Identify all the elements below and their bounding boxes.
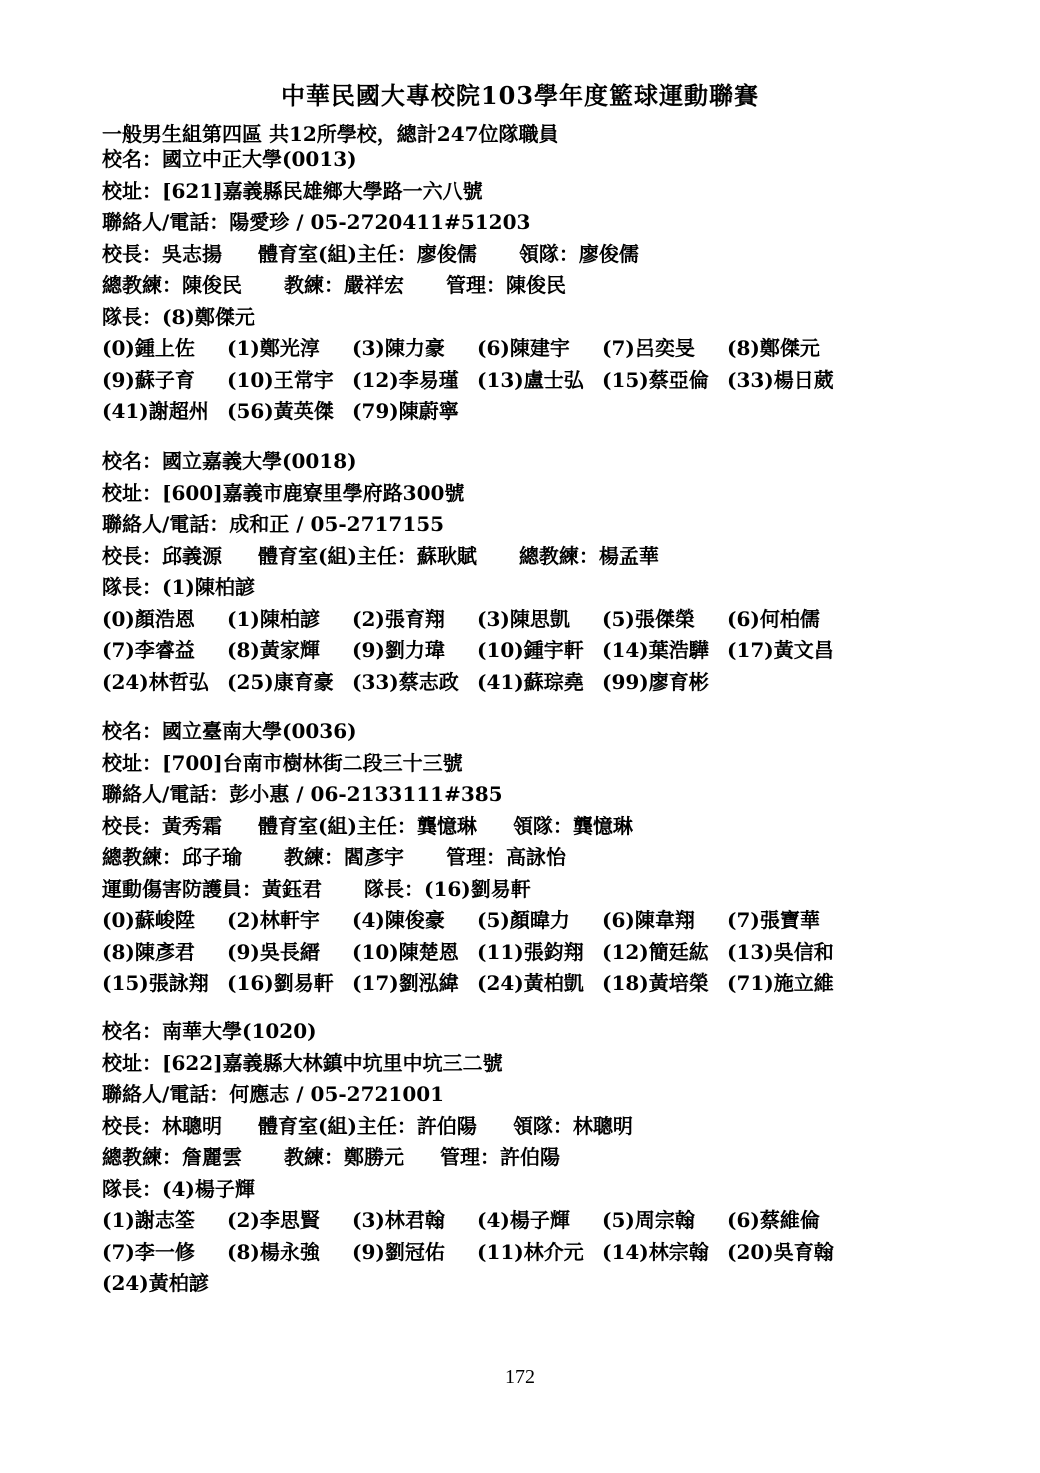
player: (24)黃柏凱: [477, 971, 584, 995]
captain: 隊長：(1)陳柏諺: [102, 575, 255, 599]
player: (2)林軒宇: [227, 908, 320, 932]
school-contact: 聯絡人/電話：成和正 / 05-2717155: [102, 512, 445, 536]
player: (71)施立維: [727, 971, 834, 995]
player: (25)康育豪: [227, 669, 334, 694]
principal: 校長：林聰明: [102, 1113, 222, 1138]
player: (3)林君翰: [352, 1208, 445, 1232]
player: (1)鄭光淳: [227, 336, 320, 360]
page-number: 172: [505, 1366, 535, 1388]
roster-row: [102, 968, 962, 1000]
player: (17)黃文昌: [727, 638, 834, 662]
staff-line: [102, 541, 962, 573]
player: (10)陳楚恩: [352, 939, 459, 964]
player: (0)顏浩恩: [102, 606, 195, 631]
subtitle: 一般男生組第四區 共12所學校，總計247位隊職員: [102, 122, 559, 146]
head-coach: 總教練：陳俊民: [102, 273, 242, 297]
captain: 隊長：(4)楊子輝: [102, 1176, 255, 1201]
player: (3)陳力豪: [352, 336, 445, 360]
player: (13)吳信和: [727, 939, 834, 964]
school-name: 校名：國立中正大學(0013): [102, 147, 357, 171]
school-name: 校名：國立嘉義大學(0018): [102, 449, 357, 473]
school-address: 校址：[600]嘉義市鹿寮里學府路300號: [102, 480, 465, 505]
captain: 隊長：(8)鄭傑元: [102, 304, 255, 329]
school-section: [102, 144, 962, 428]
pe-director: 體育室(組)主任：許伯陽: [258, 1113, 477, 1138]
pe-director: 體育室(組)主任：蘇耿賦: [258, 543, 477, 568]
pe-director: 體育室(組)主任：廖俊儒: [258, 241, 477, 266]
player: (8)鄭傑元: [727, 336, 820, 360]
team-leader: 領隊：廖俊儒: [518, 241, 639, 266]
player: (20)吳育翰: [727, 1239, 834, 1264]
player: (11)林介元: [477, 1239, 584, 1264]
roster-row: [102, 365, 962, 397]
coach: 教練：嚴祥宏: [284, 273, 404, 297]
player: (5)周宗翰: [602, 1208, 695, 1232]
staff-line: [102, 811, 962, 843]
head-coach: 總教練：楊孟華: [518, 543, 659, 568]
player: (2)李思賢: [227, 1208, 320, 1232]
roster-row: [102, 1268, 962, 1300]
player: (6)何柏儒: [727, 606, 820, 631]
manager: 管理：高詠怡: [446, 845, 566, 869]
player: (24)林哲弘: [102, 669, 209, 694]
player: (0)鍾上佐: [102, 336, 195, 360]
player: (17)劉泓緯: [352, 971, 459, 995]
page-title: 中華民國大專校院103學年度籃球運動聯賽: [280, 81, 760, 110]
head-coach: 總教練：邱子瑜: [102, 845, 242, 869]
school-contact: 聯絡人/電話：陽愛珍 / 05-2720411#51203: [102, 210, 531, 234]
player: (24)黃柏諺: [102, 1271, 209, 1295]
player: (1)陳柏諺: [227, 606, 320, 631]
player: (9)劉冠佑: [352, 1239, 445, 1264]
player: (15)蔡亞倫: [602, 367, 709, 392]
player: (1)謝志筌: [102, 1208, 195, 1232]
coach-line: [102, 1142, 962, 1174]
player: (4)陳俊豪: [352, 908, 445, 932]
school-section: [102, 1016, 962, 1300]
school-contact: 聯絡人/電話：何應志 / 05-2721001: [102, 1082, 445, 1106]
player: (13)盧士弘: [477, 367, 584, 392]
school-name: 校名：南華大學(1020): [102, 1019, 317, 1043]
manager: 管理：陳俊民: [446, 273, 566, 297]
player: (8)陳彥君: [102, 939, 195, 964]
athletic-trainer: 運動傷害防護員：黃鈺君: [102, 876, 322, 901]
principal: 校長：吳志揚: [102, 241, 222, 266]
school-address: 校址：[622]嘉義縣大林鎮中坑里中坑三二號: [102, 1050, 503, 1075]
roster-row: [102, 635, 962, 667]
team-leader: 領隊：林聰明: [512, 1113, 633, 1138]
player: (5)張傑榮: [602, 606, 695, 631]
player: (12)簡廷紘: [602, 939, 709, 964]
player: (56)黃英傑: [227, 399, 334, 423]
player: (7)李一修: [102, 1239, 195, 1264]
player: (15)張詠翔: [102, 971, 209, 995]
player: (9)蘇子育: [102, 367, 195, 392]
player: (14)葉浩驊: [602, 638, 709, 662]
coach-line: [102, 842, 962, 874]
player: (7)張寶華: [727, 908, 820, 932]
player: (7)呂奕旻: [602, 336, 695, 360]
roster-row: [102, 667, 962, 699]
player: (6)陳韋翔: [602, 908, 695, 932]
coach: 教練：閻彥宇: [284, 845, 404, 869]
school-section: [102, 446, 962, 698]
player: (41)蘇琮堯: [477, 669, 584, 694]
player: (14)林宗翰: [602, 1239, 709, 1264]
player: (8)黃家輝: [227, 638, 320, 662]
trainer-line: [102, 874, 962, 906]
player: (3)陳思凱: [477, 606, 570, 631]
staff-line: [102, 1111, 962, 1143]
school-contact: 聯絡人/電話：彭小惠 / 06-2133111#385: [102, 782, 503, 806]
player: (9)劉力瑋: [352, 638, 445, 662]
roster-row: [102, 905, 962, 937]
pe-director: 體育室(組)主任：龔憶琳: [258, 813, 477, 838]
school-name: 校名：國立臺南大學(0036): [102, 719, 357, 743]
player: (4)楊子輝: [477, 1208, 570, 1232]
player: (9)吳長縉: [227, 939, 320, 964]
team-leader: 領隊：龔憶琳: [512, 813, 633, 838]
manager: 管理：許伯陽: [440, 1145, 560, 1169]
school-address: 校址：[700]台南市樹林街二段三十三號: [102, 750, 463, 775]
principal: 校長：邱義源: [102, 543, 222, 568]
player: (5)顏暐力: [477, 908, 570, 932]
player: (6)陳建宇: [477, 336, 570, 360]
player: (33)楊日葳: [727, 367, 834, 392]
principal: 校長：黃秀霜: [102, 813, 222, 838]
roster-row: [102, 1237, 962, 1269]
roster-row: [102, 937, 962, 969]
player: (18)黃培榮: [602, 971, 709, 995]
player: (8)楊永強: [227, 1239, 320, 1264]
roster-row: [102, 1205, 962, 1237]
player: (2)張育翔: [352, 606, 445, 631]
coach: 教練：鄭勝元: [284, 1145, 404, 1169]
head-coach: 總教練：詹麗雲: [102, 1145, 242, 1169]
player: (16)劉易軒: [227, 971, 334, 995]
roster-row: [102, 604, 962, 636]
captain: 隊長：(16)劉易軒: [364, 876, 531, 901]
player: (12)李易瑾: [352, 367, 459, 392]
roster-row: [102, 396, 962, 428]
player: (33)蔡志政: [352, 669, 459, 694]
staff-line: [102, 239, 962, 271]
player: (10)王常宇: [227, 367, 334, 392]
player: (99)廖育彬: [602, 669, 709, 694]
school-section: [102, 716, 962, 1000]
player: (10)鍾宇軒: [477, 638, 584, 662]
coach-line: [102, 270, 962, 302]
player: (0)蘇峻陞: [102, 908, 195, 932]
player: (41)謝超州: [102, 399, 209, 423]
player: (11)張鈞翔: [477, 939, 584, 964]
roster-row: [102, 333, 962, 365]
player: (7)李睿益: [102, 638, 195, 662]
school-address: 校址：[621]嘉義縣民雄鄉大學路一六八號: [102, 178, 483, 203]
player: (6)蔡維倫: [727, 1208, 820, 1232]
player: (79)陳蔚寧: [352, 399, 459, 423]
